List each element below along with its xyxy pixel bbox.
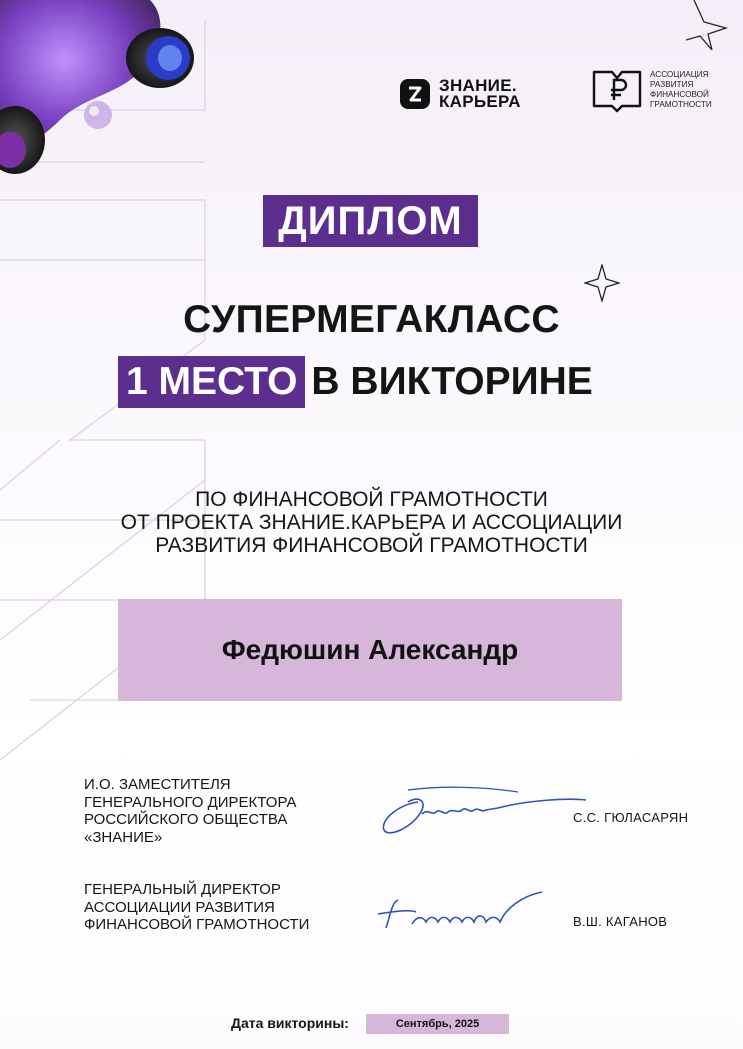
- signer-name: В.Ш. КАГАНОВ: [573, 914, 668, 929]
- position-line: ГЕНЕРАЛЬНОГО ДИРЕКТОРА: [84, 793, 297, 811]
- ruble-book-icon: [590, 66, 644, 114]
- position-line: АССОЦИАЦИИ РАЗВИТИЯ: [84, 898, 275, 916]
- sparkle-icon: [686, 0, 743, 50]
- date-label: Дата викторины:: [231, 1015, 349, 1031]
- position-line: «ЗНАНИЕ»: [84, 828, 163, 846]
- award-title: СУПЕРМЕГАКЛАСС: [183, 298, 560, 341]
- logo-line: ГРАМОТНОСТИ: [650, 100, 712, 109]
- signatory-position: [84, 881, 309, 934]
- position-line: РОССИЙСКОГО ОБЩЕСТВА: [84, 811, 288, 828]
- sparkle-icon: [584, 264, 620, 302]
- logo-line: РАЗВИТИЯ: [650, 80, 694, 89]
- date-value: Сентябрь, 2025: [366, 1014, 509, 1034]
- position-line: ГЕНЕРАЛЬНЫЙ ДИРЕКТОР: [84, 881, 281, 898]
- subtitle-line: РАЗВИТИЯ ФИНАНСОВОЙ ГРАМОТНОСТИ: [155, 534, 588, 557]
- znanie-kariera-logo: [400, 74, 521, 114]
- abstract-3d-shape: [0, 0, 200, 180]
- place-rest: В ВИКТОРИНЕ: [311, 360, 593, 403]
- signature-image: [372, 888, 547, 936]
- diploma-subtitle: [0, 488, 743, 557]
- signer-name: С.С. ГЮЛАСАРЯН: [573, 810, 689, 825]
- signatory-position: [84, 776, 296, 846]
- logo-line: ЗНАНИЕ.: [439, 76, 517, 95]
- subtitle-line: ОТ ПРОЕКТА ЗНАНИЕ.КАРЬЕРА И АССОЦИАЦИИ: [120, 511, 623, 534]
- diploma-badge: ДИПЛОМ: [263, 195, 478, 247]
- place-line: [118, 356, 593, 408]
- logo-line: АССОЦИАЦИЯ: [650, 70, 709, 79]
- subtitle-line: ПО ФИНАНСОВОЙ ГРАМОТНОСТИ: [195, 488, 548, 511]
- logo-line: ФИНАНСОВОЙ: [650, 90, 709, 99]
- place-highlight: 1 МЕСТО: [118, 356, 305, 408]
- znanie-logo-icon: [400, 79, 430, 109]
- position-line: ФИНАНСОВОЙ ГРАМОТНОСТИ: [84, 916, 310, 933]
- recipient-name: Федюшин Александр: [118, 599, 622, 701]
- position-line: И.О. ЗАМЕСТИТЕЛЯ: [84, 776, 231, 793]
- signature-image: [378, 780, 588, 840]
- association-logo: [590, 66, 712, 114]
- logo-line: КАРЬЕРА: [439, 92, 521, 111]
